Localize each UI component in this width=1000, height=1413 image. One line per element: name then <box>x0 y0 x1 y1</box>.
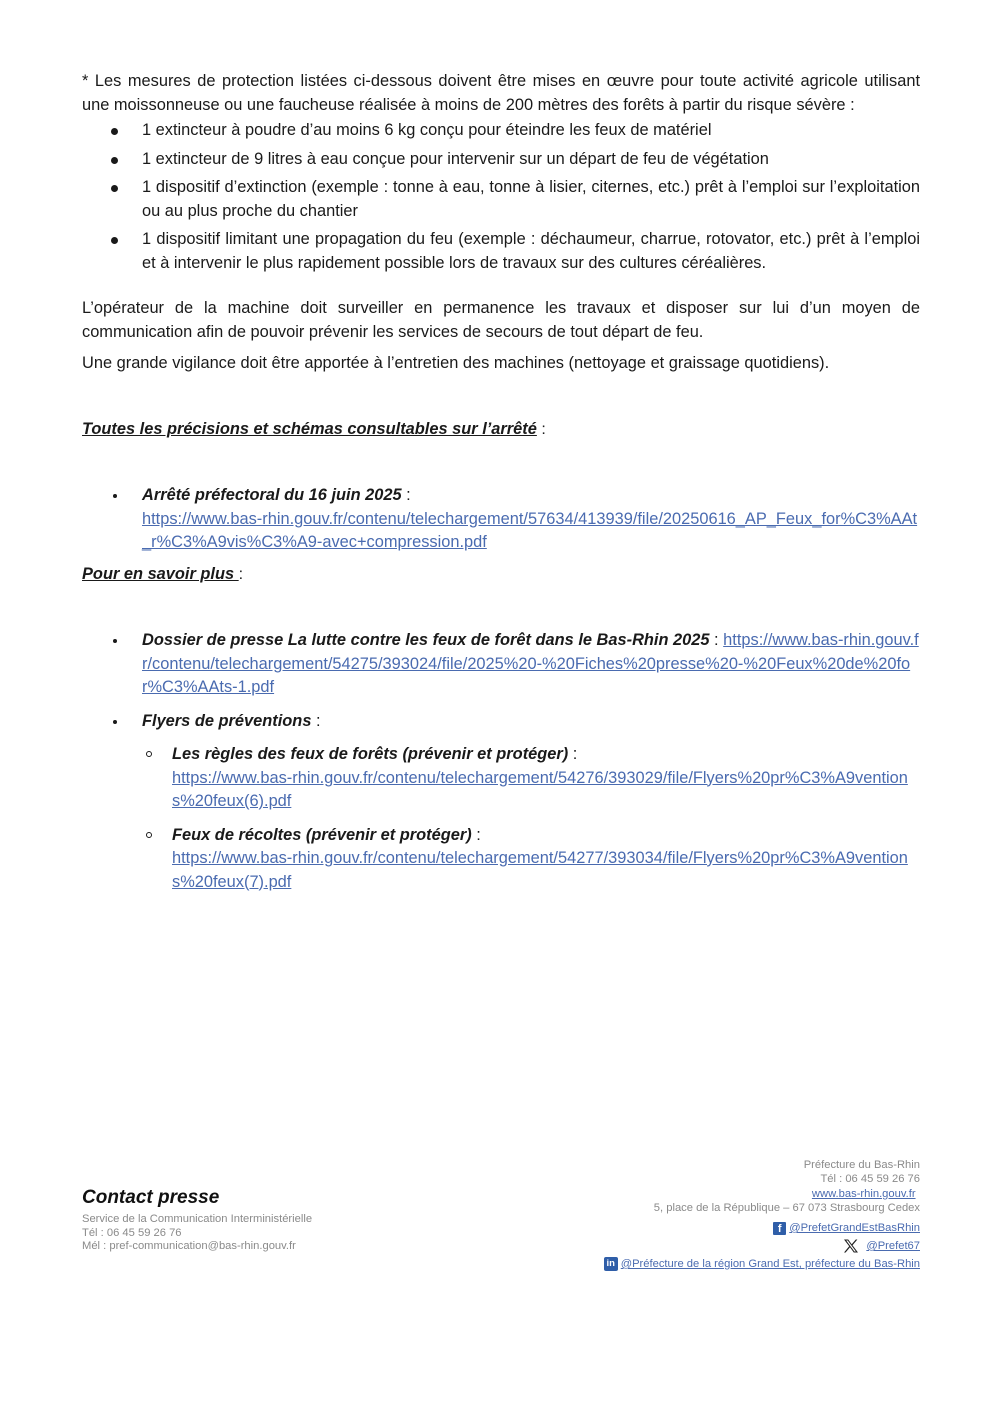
bullet-icon <box>111 237 118 244</box>
circle-bullet-icon <box>146 832 152 838</box>
list-item: 1 dispositif limitant une propagation du feu (exemple : déchaumeur, charrue, rotovator, etc.) prêt à l’emploi et à intervenir le plus rapidement possible lors de travaux sur des cultures céréalières. <box>82 228 920 275</box>
section-title: Pour en savoir plus <box>82 564 239 583</box>
press-contact <box>82 1187 312 1254</box>
website-link[interactable]: www.bas-rhin.gouv.fr <box>811 1188 916 1200</box>
contact-mail: Mél : pref-communication@bas-rhin.gouv.fr <box>82 1240 296 1252</box>
bullet-icon <box>113 639 117 643</box>
dossier-presse-link[interactable]: https://www.bas-rhin.gouv.fr/contenu/telechargement/54275/393024/file/2025%20-%20Fiches%20presse%20-%20Feux%20de%20for%C3%AAts-1.pdf <box>142 631 919 696</box>
linkedin-row <box>604 1255 920 1273</box>
prefecture-tel: Tél : 06 45 59 26 76 <box>820 1172 920 1185</box>
bullet-icon <box>111 128 118 135</box>
arrete-list <box>82 484 920 555</box>
bullet-icon <box>111 185 118 192</box>
list-item: 1 extincteur de 9 litres à eau conçue pour intervenir sur un départ de feu de végétation <box>82 148 920 172</box>
facebook-row <box>604 1219 920 1237</box>
dossier-label: Dossier de presse La lutte contre les feux de forêt dans le Bas-Rhin 2025 <box>142 631 710 649</box>
contact-service: Service de la Communication Interministérielle <box>82 1213 313 1225</box>
flyers-label: Flyers de préventions <box>142 711 312 730</box>
x-link[interactable]: @Prefet67 <box>866 1240 920 1252</box>
flyers-list <box>142 743 920 894</box>
section-title: Toutes les précisions et schémas consultables sur l’arrêté <box>82 419 537 438</box>
contact-tel: Tél : 06 45 59 26 76 <box>82 1226 182 1239</box>
more-list <box>82 629 920 894</box>
x-twitter-icon <box>843 1239 859 1253</box>
list-item: Les règles des feux de forêts (prévenir et protéger) : https://www.bas-rhin.gouv.fr/contenu/telechargement/54276/393029/file/Flyers%20pr%C3%A9ventions%20feux(6).pdf <box>142 743 920 814</box>
x-row <box>604 1237 920 1255</box>
bullet-icon <box>113 720 117 724</box>
list-item: 1 dispositif d’extinction (exemple : tonne à eau, tonne à lisier, citernes, etc.) prêt à l’emploi sur l’exploitation ou au plus proche du chantier <box>82 176 920 223</box>
list-item: 1 extincteur à poudre d’au moins 6 kg conçu pour éteindre les feux de matériel <box>82 119 920 143</box>
facebook-icon: f <box>773 1222 786 1235</box>
prefecture-info <box>604 1159 920 1273</box>
list-item: Dossier de presse La lutte contre les feux de forêt dans le Bas-Rhin 2025 : https://www.bas-rhin.gouv.fr/contenu/telechargement/54275/393024/file/2025%20-%20Fiches%20presse%20-%20Feux%20de%20for%C3%AAts-1.pdf <box>82 629 920 700</box>
prefecture-address: 5, place de la République – 67 073 Strasbourg Cedex <box>653 1201 920 1214</box>
document-page <box>82 70 920 904</box>
list-item: Arrêté préfectoral du 16 juin 2025 : https://www.bas-rhin.gouv.fr/contenu/telechargement/57634/413939/file/20250616_AP_Feux_for%C3%AAt_r%C3%A9vis%C3%A9-avec+compression.pdf <box>82 484 920 555</box>
arrete-label: Arrêté préfectoral du 16 juin 2025 <box>142 486 402 504</box>
bullet-icon <box>111 157 118 164</box>
flyer-forets-link[interactable]: https://www.bas-rhin.gouv.fr/contenu/telechargement/54276/393029/file/Flyers%20pr%C3%A9ventions%20feux(6).pdf <box>172 768 908 810</box>
arrete-heading: Toutes les précisions et schémas consultables sur l’arrêté : <box>82 419 546 438</box>
maintenance-paragraph: Une grande vigilance doit être apportée à l’entretien des machines (nettoyage et graissage quotidiens). <box>82 354 830 372</box>
circle-bullet-icon <box>146 751 152 757</box>
linkedin-link[interactable]: @Préfecture de la région Grand Est, préfecture du Bas-Rhin <box>620 1258 920 1270</box>
list-item: Feux de récoltes (prévenir et protéger) : https://www.bas-rhin.gouv.fr/contenu/telechargement/54277/393034/file/Flyers%20pr%C3%A9ventions%20feux(7).pdf <box>142 824 920 895</box>
operator-paragraph: L’opérateur de la machine doit surveiller en permanence les travaux et disposer sur lui d’un moyen de communication afin de pouvoir prévenir les services de secours de tout départ de feu. <box>82 299 920 341</box>
facebook-link[interactable]: @PrefetGrandEstBasRhin <box>789 1222 920 1234</box>
prefecture-name: Préfecture du Bas-Rhin <box>803 1159 920 1171</box>
more-heading: Pour en savoir plus : <box>82 564 244 583</box>
contact-title: Contact presse <box>82 1187 220 1208</box>
measures-list <box>82 119 920 275</box>
linkedin-icon: in <box>604 1257 618 1271</box>
arrete-pdf-link[interactable]: https://www.bas-rhin.gouv.fr/contenu/telechargement/57634/413939/file/20250616_AP_Feux_for%C3%AAt_r%C3%A9vis%C3%A9-avec+compression.pdf <box>142 509 918 551</box>
bullet-icon <box>113 494 117 498</box>
intro-paragraph: * Les mesures de protection listées ci-dessous doivent être mises en œuvre pour toute activité agricole utilisant une moissonneuse ou une faucheuse réalisée à moins de 200 mètres des forêts à partir du risque sévère : <box>82 72 920 114</box>
flyer-recoltes-link[interactable]: https://www.bas-rhin.gouv.fr/contenu/telechargement/54277/393034/file/Flyers%20pr%C3%A9ventions%20feux(7).pdf <box>172 849 908 891</box>
list-item: Flyers de préventions : Les règles des feux de forêts (prévenir et protéger) : https://www.bas-rhin.gouv.fr/contenu/telechargement/54276/393029/file/Flyers%20pr%C3%A9ventions%20feux(6).pdf Feux de récoltes (prévenir et protéger) : https://www.bas-rhin.gouv.fr/contenu/telechargement/54277/393034/file/Flyers%20pr%C3%A9ventions%20feux(7).pdf <box>82 710 920 895</box>
